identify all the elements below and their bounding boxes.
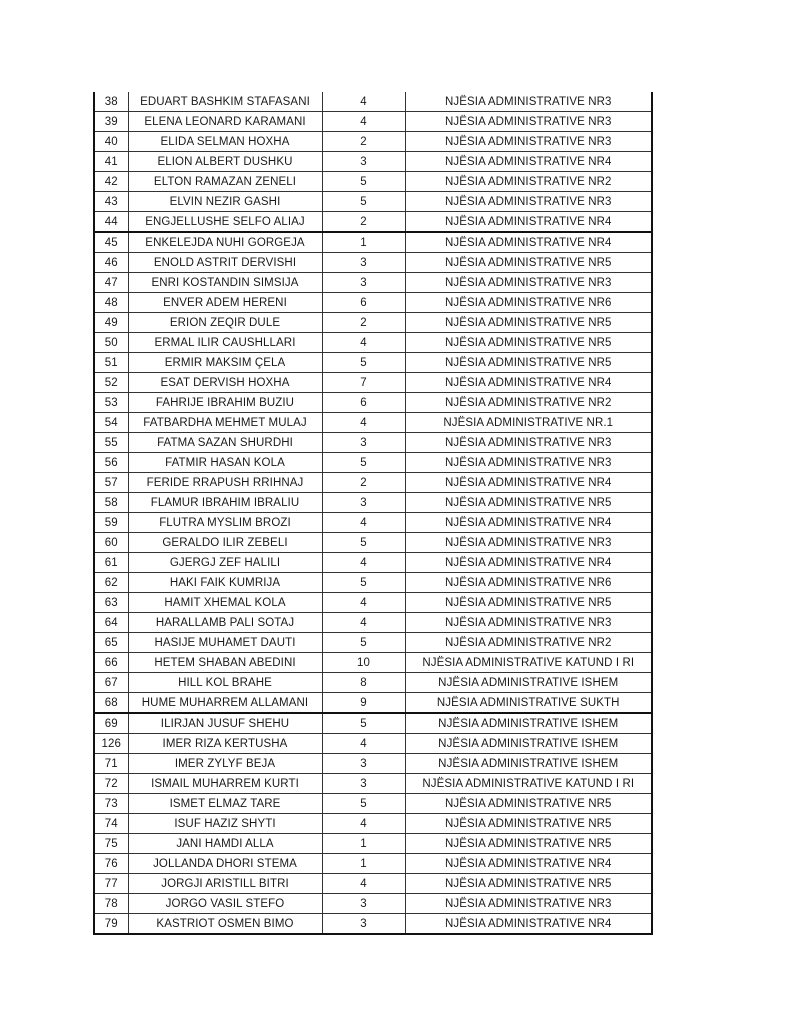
table-row xyxy=(94,433,652,453)
member-count-cell: 2 xyxy=(322,212,405,233)
member-count-cell: 3 xyxy=(322,493,405,513)
full-name-cell: FERIDE RRAPUSH RRIHNAJ xyxy=(128,473,322,493)
row-number-cell: 55 xyxy=(94,433,128,453)
row-number-cell: 39 xyxy=(94,112,128,132)
administrative-unit-cell: NJËSIA ADMINISTRATIVE NR3 xyxy=(405,273,652,293)
row-number-cell: 126 xyxy=(94,734,128,754)
table-row xyxy=(94,273,652,293)
full-name-cell: EDUART BASHKIM STAFASANI xyxy=(128,92,322,112)
administrative-unit-cell: NJËSIA ADMINISTRATIVE ISHEM xyxy=(405,673,652,693)
table-row xyxy=(94,573,652,593)
row-number-cell: 51 xyxy=(94,353,128,373)
table-row xyxy=(94,653,652,673)
row-number-cell: 64 xyxy=(94,613,128,633)
administrative-unit-cell: NJËSIA ADMINISTRATIVE NR4 xyxy=(405,513,652,533)
full-name-cell: GJERGJ ZEF HALILI xyxy=(128,553,322,573)
row-number-cell: 69 xyxy=(94,713,128,734)
table-row xyxy=(94,473,652,493)
table-row xyxy=(94,874,652,894)
member-count-cell: 6 xyxy=(322,393,405,413)
table-row xyxy=(94,673,652,693)
full-name-cell: FAHRIJE IBRAHIM BUZIU xyxy=(128,393,322,413)
table-row xyxy=(94,112,652,132)
row-number-cell: 65 xyxy=(94,633,128,653)
full-name-cell: ERMAL ILIR CAUSHLLARI xyxy=(128,333,322,353)
full-name-cell: FATMIR HASAN KOLA xyxy=(128,453,322,473)
row-number-cell: 61 xyxy=(94,553,128,573)
row-number-cell: 62 xyxy=(94,573,128,593)
table-row xyxy=(94,232,652,253)
full-name-cell: ENRI KOSTANDIN SIMSIJA xyxy=(128,273,322,293)
row-number-cell: 77 xyxy=(94,874,128,894)
administrative-unit-cell: NJËSIA ADMINISTRATIVE NR.1 xyxy=(405,413,652,433)
table-row xyxy=(94,152,652,172)
row-number-cell: 47 xyxy=(94,273,128,293)
administrative-unit-cell: NJËSIA ADMINISTRATIVE NR5 xyxy=(405,493,652,513)
table-row xyxy=(94,774,652,794)
administrative-unit-cell: NJËSIA ADMINISTRATIVE ISHEM xyxy=(405,734,652,754)
member-count-cell: 2 xyxy=(322,473,405,493)
member-count-cell: 3 xyxy=(322,152,405,172)
full-name-cell: ENOLD ASTRIT DERVISHI xyxy=(128,253,322,273)
member-count-cell: 9 xyxy=(322,693,405,714)
administrative-unit-cell: NJËSIA ADMINISTRATIVE NR5 xyxy=(405,593,652,613)
row-number-cell: 68 xyxy=(94,693,128,714)
full-name-cell: JANI HAMDI ALLA xyxy=(128,834,322,854)
administrative-unit-cell: NJËSIA ADMINISTRATIVE NR3 xyxy=(405,433,652,453)
full-name-cell: HAMIT XHEMAL KOLA xyxy=(128,593,322,613)
table-row xyxy=(94,353,652,373)
roster-table-body xyxy=(94,92,652,934)
table-row xyxy=(94,313,652,333)
full-name-cell: ERION ZEQIR DULE xyxy=(128,313,322,333)
administrative-unit-cell: NJËSIA ADMINISTRATIVE NR3 xyxy=(405,894,652,914)
administrative-unit-cell: NJËSIA ADMINISTRATIVE NR5 xyxy=(405,313,652,333)
full-name-cell: FLUTRA MYSLIM BROZI xyxy=(128,513,322,533)
row-number-cell: 53 xyxy=(94,393,128,413)
full-name-cell: HETEM SHABAN ABEDINI xyxy=(128,653,322,673)
full-name-cell: JORGO VASIL STEFO xyxy=(128,894,322,914)
member-count-cell: 3 xyxy=(322,894,405,914)
member-count-cell: 5 xyxy=(322,353,405,373)
row-number-cell: 48 xyxy=(94,293,128,313)
full-name-cell: ESAT DERVISH HOXHA xyxy=(128,373,322,393)
member-count-cell: 4 xyxy=(322,814,405,834)
row-number-cell: 44 xyxy=(94,212,128,233)
table-row xyxy=(94,834,652,854)
administrative-unit-cell: NJËSIA ADMINISTRATIVE NR5 xyxy=(405,814,652,834)
table-row xyxy=(94,373,652,393)
full-name-cell: GERALDO ILIR ZEBELI xyxy=(128,533,322,553)
administrative-unit-cell: NJËSIA ADMINISTRATIVE NR5 xyxy=(405,353,652,373)
table-row xyxy=(94,854,652,874)
member-count-cell: 5 xyxy=(322,533,405,553)
row-number-cell: 52 xyxy=(94,373,128,393)
row-number-cell: 75 xyxy=(94,834,128,854)
table-row xyxy=(94,393,652,413)
member-count-cell: 1 xyxy=(322,854,405,874)
table-row xyxy=(94,493,652,513)
member-count-cell: 4 xyxy=(322,92,405,112)
full-name-cell: ENVER ADEM HERENI xyxy=(128,293,322,313)
row-number-cell: 79 xyxy=(94,914,128,935)
row-number-cell: 50 xyxy=(94,333,128,353)
member-count-cell: 1 xyxy=(322,834,405,854)
full-name-cell: ELIDA SELMAN HOXHA xyxy=(128,132,322,152)
member-count-cell: 5 xyxy=(322,573,405,593)
administrative-unit-cell: NJËSIA ADMINISTRATIVE NR3 xyxy=(405,192,652,212)
row-number-cell: 43 xyxy=(94,192,128,212)
table-row xyxy=(94,92,652,112)
administrative-unit-cell: NJËSIA ADMINISTRATIVE NR3 xyxy=(405,112,652,132)
member-count-cell: 4 xyxy=(322,333,405,353)
table-row xyxy=(94,633,652,653)
table-row xyxy=(94,593,652,613)
table-row xyxy=(94,894,652,914)
member-count-cell: 3 xyxy=(322,914,405,935)
full-name-cell: ISUF HAZIZ SHYTI xyxy=(128,814,322,834)
full-name-cell: JOLLANDA DHORI STEMA xyxy=(128,854,322,874)
row-number-cell: 63 xyxy=(94,593,128,613)
table-row xyxy=(94,794,652,814)
administrative-unit-cell: NJËSIA ADMINISTRATIVE NR5 xyxy=(405,874,652,894)
administrative-unit-cell: NJËSIA ADMINISTRATIVE ISHEM xyxy=(405,713,652,734)
administrative-unit-cell: NJËSIA ADMINISTRATIVE NR4 xyxy=(405,914,652,935)
member-count-cell: 3 xyxy=(322,273,405,293)
member-count-cell: 5 xyxy=(322,453,405,473)
administrative-unit-cell: NJËSIA ADMINISTRATIVE NR3 xyxy=(405,92,652,112)
full-name-cell: FLAMUR IBRAHIM IBRALIU xyxy=(128,493,322,513)
full-name-cell: HAKI FAIK KUMRIJA xyxy=(128,573,322,593)
table-row xyxy=(94,713,652,734)
member-count-cell: 4 xyxy=(322,513,405,533)
row-number-cell: 49 xyxy=(94,313,128,333)
administrative-unit-cell: NJËSIA ADMINISTRATIVE NR2 xyxy=(405,172,652,192)
table-row xyxy=(94,333,652,353)
table-row xyxy=(94,754,652,774)
member-count-cell: 4 xyxy=(322,112,405,132)
administrative-unit-cell: NJËSIA ADMINISTRATIVE NR4 xyxy=(405,854,652,874)
administrative-unit-cell: NJËSIA ADMINISTRATIVE NR3 xyxy=(405,453,652,473)
member-count-cell: 2 xyxy=(322,313,405,333)
row-number-cell: 73 xyxy=(94,794,128,814)
member-count-cell: 4 xyxy=(322,874,405,894)
table-row xyxy=(94,212,652,233)
administrative-unit-cell: NJËSIA ADMINISTRATIVE NR4 xyxy=(405,212,652,233)
full-name-cell: ERMIR MAKSIM ÇELA xyxy=(128,353,322,373)
full-name-cell: ELVIN NEZIR GASHI xyxy=(128,192,322,212)
administrative-unit-cell: NJËSIA ADMINISTRATIVE NR3 xyxy=(405,533,652,553)
table-row xyxy=(94,293,652,313)
row-number-cell: 54 xyxy=(94,413,128,433)
member-count-cell: 4 xyxy=(322,593,405,613)
member-count-cell: 8 xyxy=(322,673,405,693)
full-name-cell: JORGJI ARISTILL BITRI xyxy=(128,874,322,894)
table-row xyxy=(94,533,652,553)
full-name-cell: ENKELEJDA NUHI GORGEJA xyxy=(128,232,322,253)
full-name-cell: ISMAIL MUHARREM KURTI xyxy=(128,774,322,794)
full-name-cell: IMER ZYLYF BEJA xyxy=(128,754,322,774)
administrative-unit-cell: NJËSIA ADMINISTRATIVE NR5 xyxy=(405,253,652,273)
table-row xyxy=(94,413,652,433)
full-name-cell: ENGJELLUSHE SELFO ALIAJ xyxy=(128,212,322,233)
administrative-unit-cell: NJËSIA ADMINISTRATIVE NR2 xyxy=(405,633,652,653)
table-row xyxy=(94,513,652,533)
table-row xyxy=(94,453,652,473)
full-name-cell: KASTRIOT OSMEN BIMO xyxy=(128,914,322,935)
member-count-cell: 6 xyxy=(322,293,405,313)
full-name-cell: HUME MUHARREM ALLAMANI xyxy=(128,693,322,714)
table-row xyxy=(94,253,652,273)
row-number-cell: 46 xyxy=(94,253,128,273)
full-name-cell: ILIRJAN JUSUF SHEHU xyxy=(128,713,322,734)
row-number-cell: 78 xyxy=(94,894,128,914)
member-count-cell: 3 xyxy=(322,774,405,794)
row-number-cell: 56 xyxy=(94,453,128,473)
administrative-unit-cell: NJËSIA ADMINISTRATIVE KATUND I RI xyxy=(405,774,652,794)
administrative-unit-cell: NJËSIA ADMINISTRATIVE NR5 xyxy=(405,794,652,814)
row-number-cell: 67 xyxy=(94,673,128,693)
row-number-cell: 72 xyxy=(94,774,128,794)
member-count-cell: 7 xyxy=(322,373,405,393)
full-name-cell: ELTON RAMAZAN ZENELI xyxy=(128,172,322,192)
member-count-cell: 3 xyxy=(322,433,405,453)
full-name-cell: ELION ALBERT DUSHKU xyxy=(128,152,322,172)
administrative-unit-cell: NJËSIA ADMINISTRATIVE NR3 xyxy=(405,132,652,152)
row-number-cell: 66 xyxy=(94,653,128,673)
administrative-unit-cell: NJËSIA ADMINISTRATIVE NR6 xyxy=(405,293,652,313)
administrative-unit-cell: NJËSIA ADMINISTRATIVE ISHEM xyxy=(405,754,652,774)
administrative-unit-cell: NJËSIA ADMINISTRATIVE NR4 xyxy=(405,232,652,253)
administrative-unit-cell: NJËSIA ADMINISTRATIVE NR4 xyxy=(405,473,652,493)
administrative-unit-cell: NJËSIA ADMINISTRATIVE NR6 xyxy=(405,573,652,593)
row-number-cell: 41 xyxy=(94,152,128,172)
member-count-cell: 5 xyxy=(322,794,405,814)
member-count-cell: 4 xyxy=(322,613,405,633)
member-count-cell: 1 xyxy=(322,232,405,253)
row-number-cell: 71 xyxy=(94,754,128,774)
full-name-cell: HARALLAMB PALI SOTAJ xyxy=(128,613,322,633)
table-row xyxy=(94,914,652,935)
member-count-cell: 3 xyxy=(322,253,405,273)
row-number-cell: 76 xyxy=(94,854,128,874)
table-row xyxy=(94,192,652,212)
table-row xyxy=(94,553,652,573)
administrative-unit-cell: NJËSIA ADMINISTRATIVE NR4 xyxy=(405,373,652,393)
table-row xyxy=(94,132,652,152)
row-number-cell: 42 xyxy=(94,172,128,192)
table-row xyxy=(94,734,652,754)
member-count-cell: 4 xyxy=(322,553,405,573)
member-count-cell: 4 xyxy=(322,734,405,754)
full-name-cell: IMER RIZA KERTUSHA xyxy=(128,734,322,754)
table-row xyxy=(94,814,652,834)
member-count-cell: 3 xyxy=(322,754,405,774)
administrative-unit-cell: NJËSIA ADMINISTRATIVE SUKTH xyxy=(405,693,652,714)
member-count-cell: 5 xyxy=(322,172,405,192)
table-row xyxy=(94,613,652,633)
administrative-unit-cell: NJËSIA ADMINISTRATIVE NR4 xyxy=(405,152,652,172)
full-name-cell: ELENA LEONARD KARAMANI xyxy=(128,112,322,132)
member-count-cell: 5 xyxy=(322,713,405,734)
roster-table xyxy=(93,92,653,935)
administrative-unit-cell: NJËSIA ADMINISTRATIVE NR5 xyxy=(405,834,652,854)
full-name-cell: HASIJE MUHAMET DAUTI xyxy=(128,633,322,653)
row-number-cell: 59 xyxy=(94,513,128,533)
administrative-unit-cell: NJËSIA ADMINISTRATIVE NR3 xyxy=(405,613,652,633)
administrative-unit-cell: NJËSIA ADMINISTRATIVE NR2 xyxy=(405,393,652,413)
member-count-cell: 4 xyxy=(322,413,405,433)
member-count-cell: 10 xyxy=(322,653,405,673)
row-number-cell: 38 xyxy=(94,92,128,112)
member-count-cell: 2 xyxy=(322,132,405,152)
row-number-cell: 58 xyxy=(94,493,128,513)
member-count-cell: 5 xyxy=(322,633,405,653)
row-number-cell: 40 xyxy=(94,132,128,152)
member-count-cell: 5 xyxy=(322,192,405,212)
administrative-unit-cell: NJËSIA ADMINISTRATIVE NR4 xyxy=(405,553,652,573)
administrative-unit-cell: NJËSIA ADMINISTRATIVE KATUND I RI xyxy=(405,653,652,673)
row-number-cell: 60 xyxy=(94,533,128,553)
full-name-cell: FATMA SAZAN SHURDHI xyxy=(128,433,322,453)
row-number-cell: 74 xyxy=(94,814,128,834)
full-name-cell: FATBARDHA MEHMET MULAJ xyxy=(128,413,322,433)
row-number-cell: 45 xyxy=(94,232,128,253)
administrative-unit-cell: NJËSIA ADMINISTRATIVE NR5 xyxy=(405,333,652,353)
table-row xyxy=(94,172,652,192)
row-number-cell: 57 xyxy=(94,473,128,493)
table-row xyxy=(94,693,652,714)
full-name-cell: ISMET ELMAZ TARE xyxy=(128,794,322,814)
full-name-cell: HILL KOL BRAHE xyxy=(128,673,322,693)
